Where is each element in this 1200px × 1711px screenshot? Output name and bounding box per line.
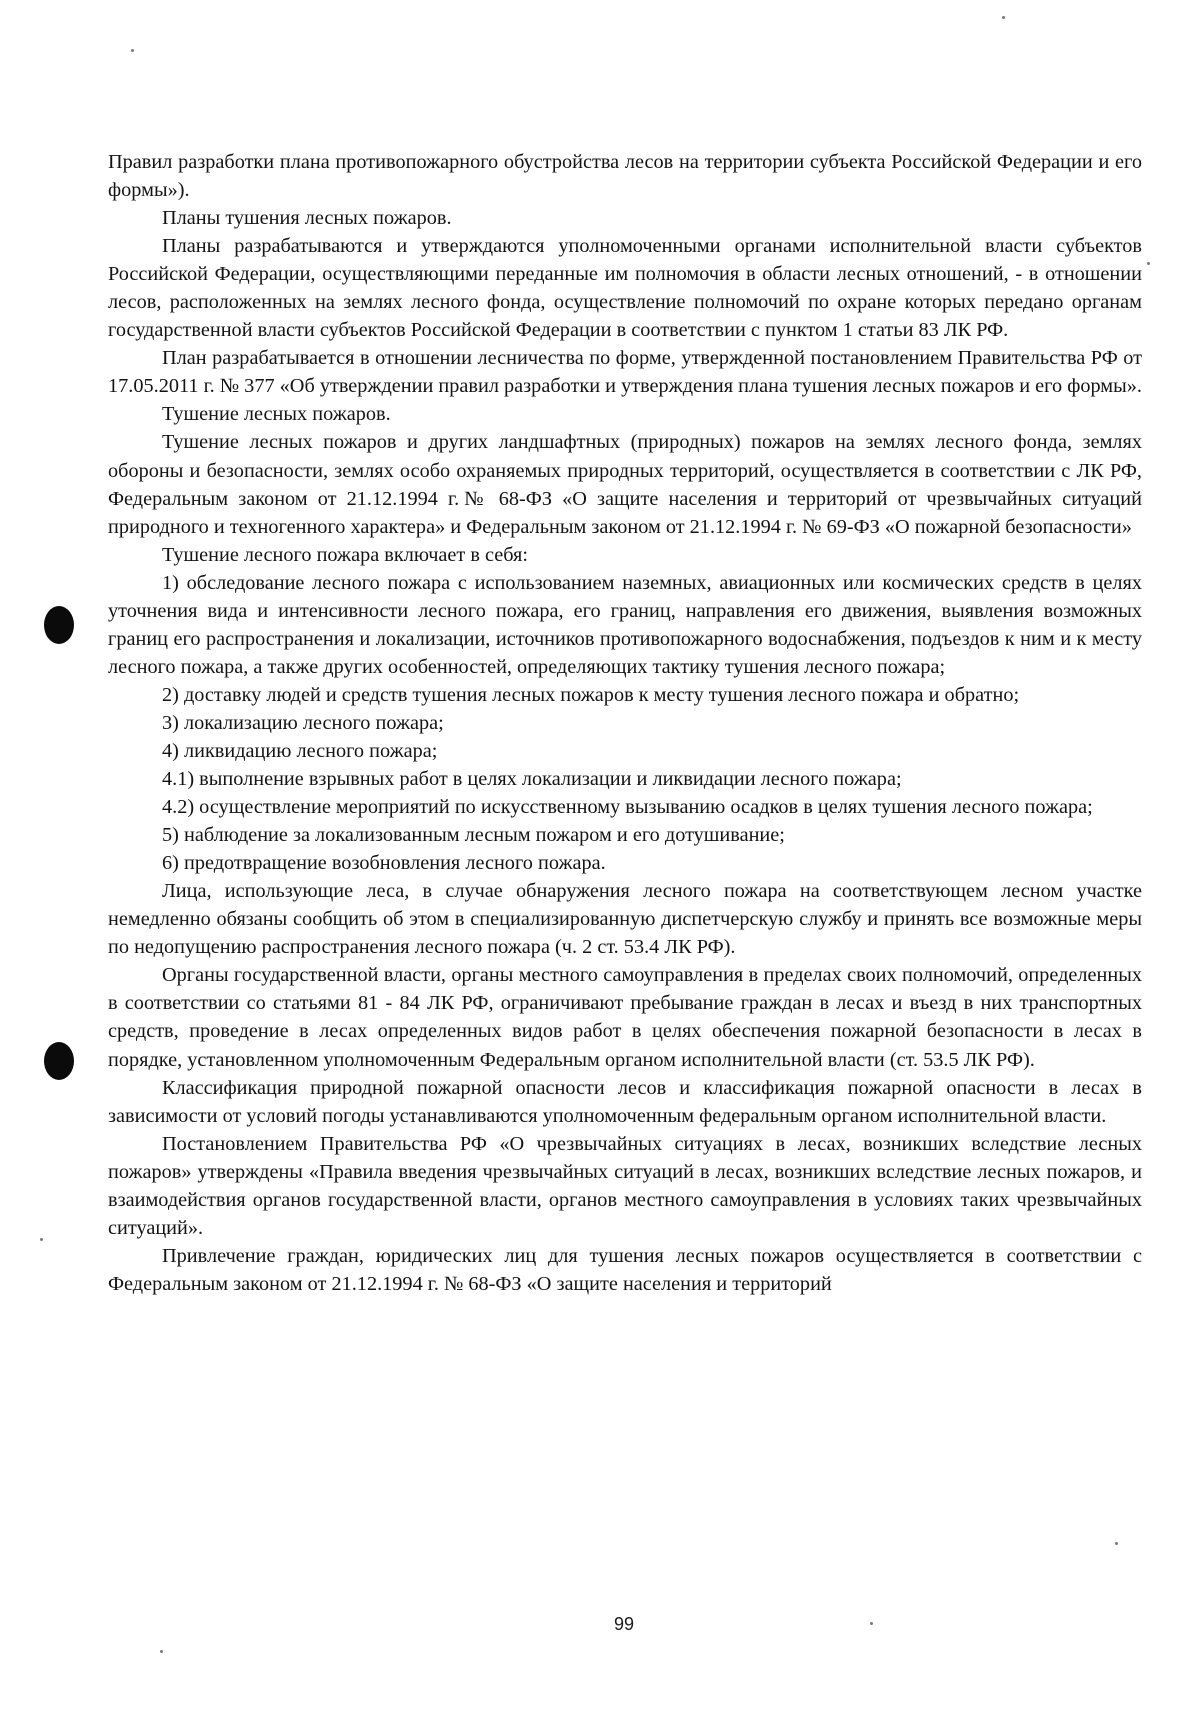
- punch-hole: [44, 606, 74, 644]
- list-item: 4) ликвидацию лесного пожара;: [162, 739, 438, 762]
- scan-speck: [1115, 1542, 1118, 1545]
- paragraph: Постановлением Правительства РФ «О чрезвычайных ситуациях в лесах, возникших вследствие лесных пожаров» утверждены «Правила введения чрезвычайных ситуаций в лесах, возникших вследствие лесных пожаров, и взаимодействия органов государственной власти, органов местного самоуправления в условиях таких чрезвычайных ситуаций».: [108, 1132, 1142, 1239]
- list-item: 6) предотвращение возобновления лесного пожара.: [162, 852, 606, 875]
- paragraph: Правил разработки плана противопожарного обустройства лесов на территории субъекта Российской Федерации и его формы»).: [108, 151, 1142, 202]
- scan-speck: [160, 1650, 163, 1653]
- paragraph: Планы разрабатываются и утверждаются уполномоченными органами исполнительной власти субъектов Российской Федерации, осуществляющими переданные им полномочия в области лесных отношений, - в отношении лесов, расположенных на землях лесного фонда, осуществление полномочий по охране которых передано органам государственной власти субъектов Российской Федерации в соответствии с пунктом 1 статьи 83 ЛК РФ.: [108, 235, 1142, 342]
- paragraph: Органы государственной власти, органы местного самоуправления в пределах своих полномочий, определенных в соответствии со статьями 81 - 84 ЛК РФ, ограничивают пребывание граждан в лесах и въезд в них транспортных средств, проведение в лесах определенных видов работ в целях обеспечения пожарной безопасности в лесах в порядке, установленном уполномоченным Федеральным органом исполнительной власти (ст. 53.5 ЛК РФ).: [108, 964, 1142, 1071]
- list-item: 4.1) выполнение взрывных работ в целях локализации и ликвидации лесного пожара;: [162, 768, 902, 791]
- scan-speck: [1002, 16, 1005, 19]
- list-item: 2) доставку людей и средств тушения лесных пожаров к месту тушения лесного пожара и обратно;: [162, 683, 1020, 706]
- paragraph: Классификация природной пожарной опасности лесов и классификация пожарной опасности в лесах в зависимости от условий погоды устанавливаются уполномоченным федеральным органом исполнительной власти.: [108, 1076, 1142, 1127]
- paragraph: Тушение лесных пожаров и других ландшафтных (природных) пожаров на землях лесного фонда, землях обороны и безопасности, землях особо охраняемых природных территорий, осуществляется в соответствии с ЛК РФ, Федеральным законом от 21.12.1994 г.№ 68-ФЗ «О защите населения и территорий от чрезвычайных ситуаций природного и техногенного характера» и Федеральным законом от 21.12.1994 г. № 69-ФЗ «О пожарной безопасности»: [108, 431, 1142, 538]
- paragraph: Привлечение граждан, юридических лиц для тушения лесных пожаров осуществляется в соответствии с Федеральным законом от 21.12.1994 г. № 68-ФЗ «О защите населения и территорий: [108, 1244, 1142, 1295]
- scan-speck: [40, 1238, 43, 1241]
- section-heading: Планы тушения лесных пожаров.: [162, 207, 452, 230]
- scan-speck: [131, 49, 134, 52]
- list-item: 5) наблюдение за локализованным лесным пожаром и его дотушивание;: [162, 824, 785, 847]
- document-body: [108, 148, 1142, 1298]
- paragraph: План разрабатывается в отношении лесничества по форме, утвержденной постановлением Правительства РФ от 17.05.2011 г. № 377 «Об утверждении правил разработки и утверждения плана тушения лесных пожаров и его формы».: [108, 347, 1142, 398]
- punch-hole: [44, 1042, 74, 1080]
- paragraph: Лица, использующие леса, в случае обнаружения лесного пожара на соответствующем лесном участке немедленно обязаны сообщить об этом в специализированную диспетчерскую службу и принять все возможные меры по недопущению распространения лесного пожара (ч. 2 ст. 53.4 ЛК РФ).: [108, 880, 1142, 959]
- page-number: 99: [613, 1614, 635, 1634]
- list-item: 1) обследование лесного пожара с использованием наземных, авиационных или космических средств в целях уточнения вида и интенсивности лесного пожара, его границ, направления его движения, выявления возможных границ его распространения и локализации, источников противопожарного водоснабжения, подъездов к ним и к месту лесного пожара, а также других особенностей, определяющих тактику тушения лесного пожара;: [108, 571, 1142, 678]
- scan-speck: [1147, 262, 1150, 265]
- list-item: 4.2) осуществление мероприятий по искусственному вызыванию осадков в целях тушения лесного пожара;: [162, 796, 1093, 819]
- paragraph: Тушение лесного пожара включает в себя:: [162, 543, 529, 566]
- list-item: 3) локализацию лесного пожара;: [162, 711, 444, 734]
- section-heading: Тушение лесных пожаров.: [162, 403, 391, 426]
